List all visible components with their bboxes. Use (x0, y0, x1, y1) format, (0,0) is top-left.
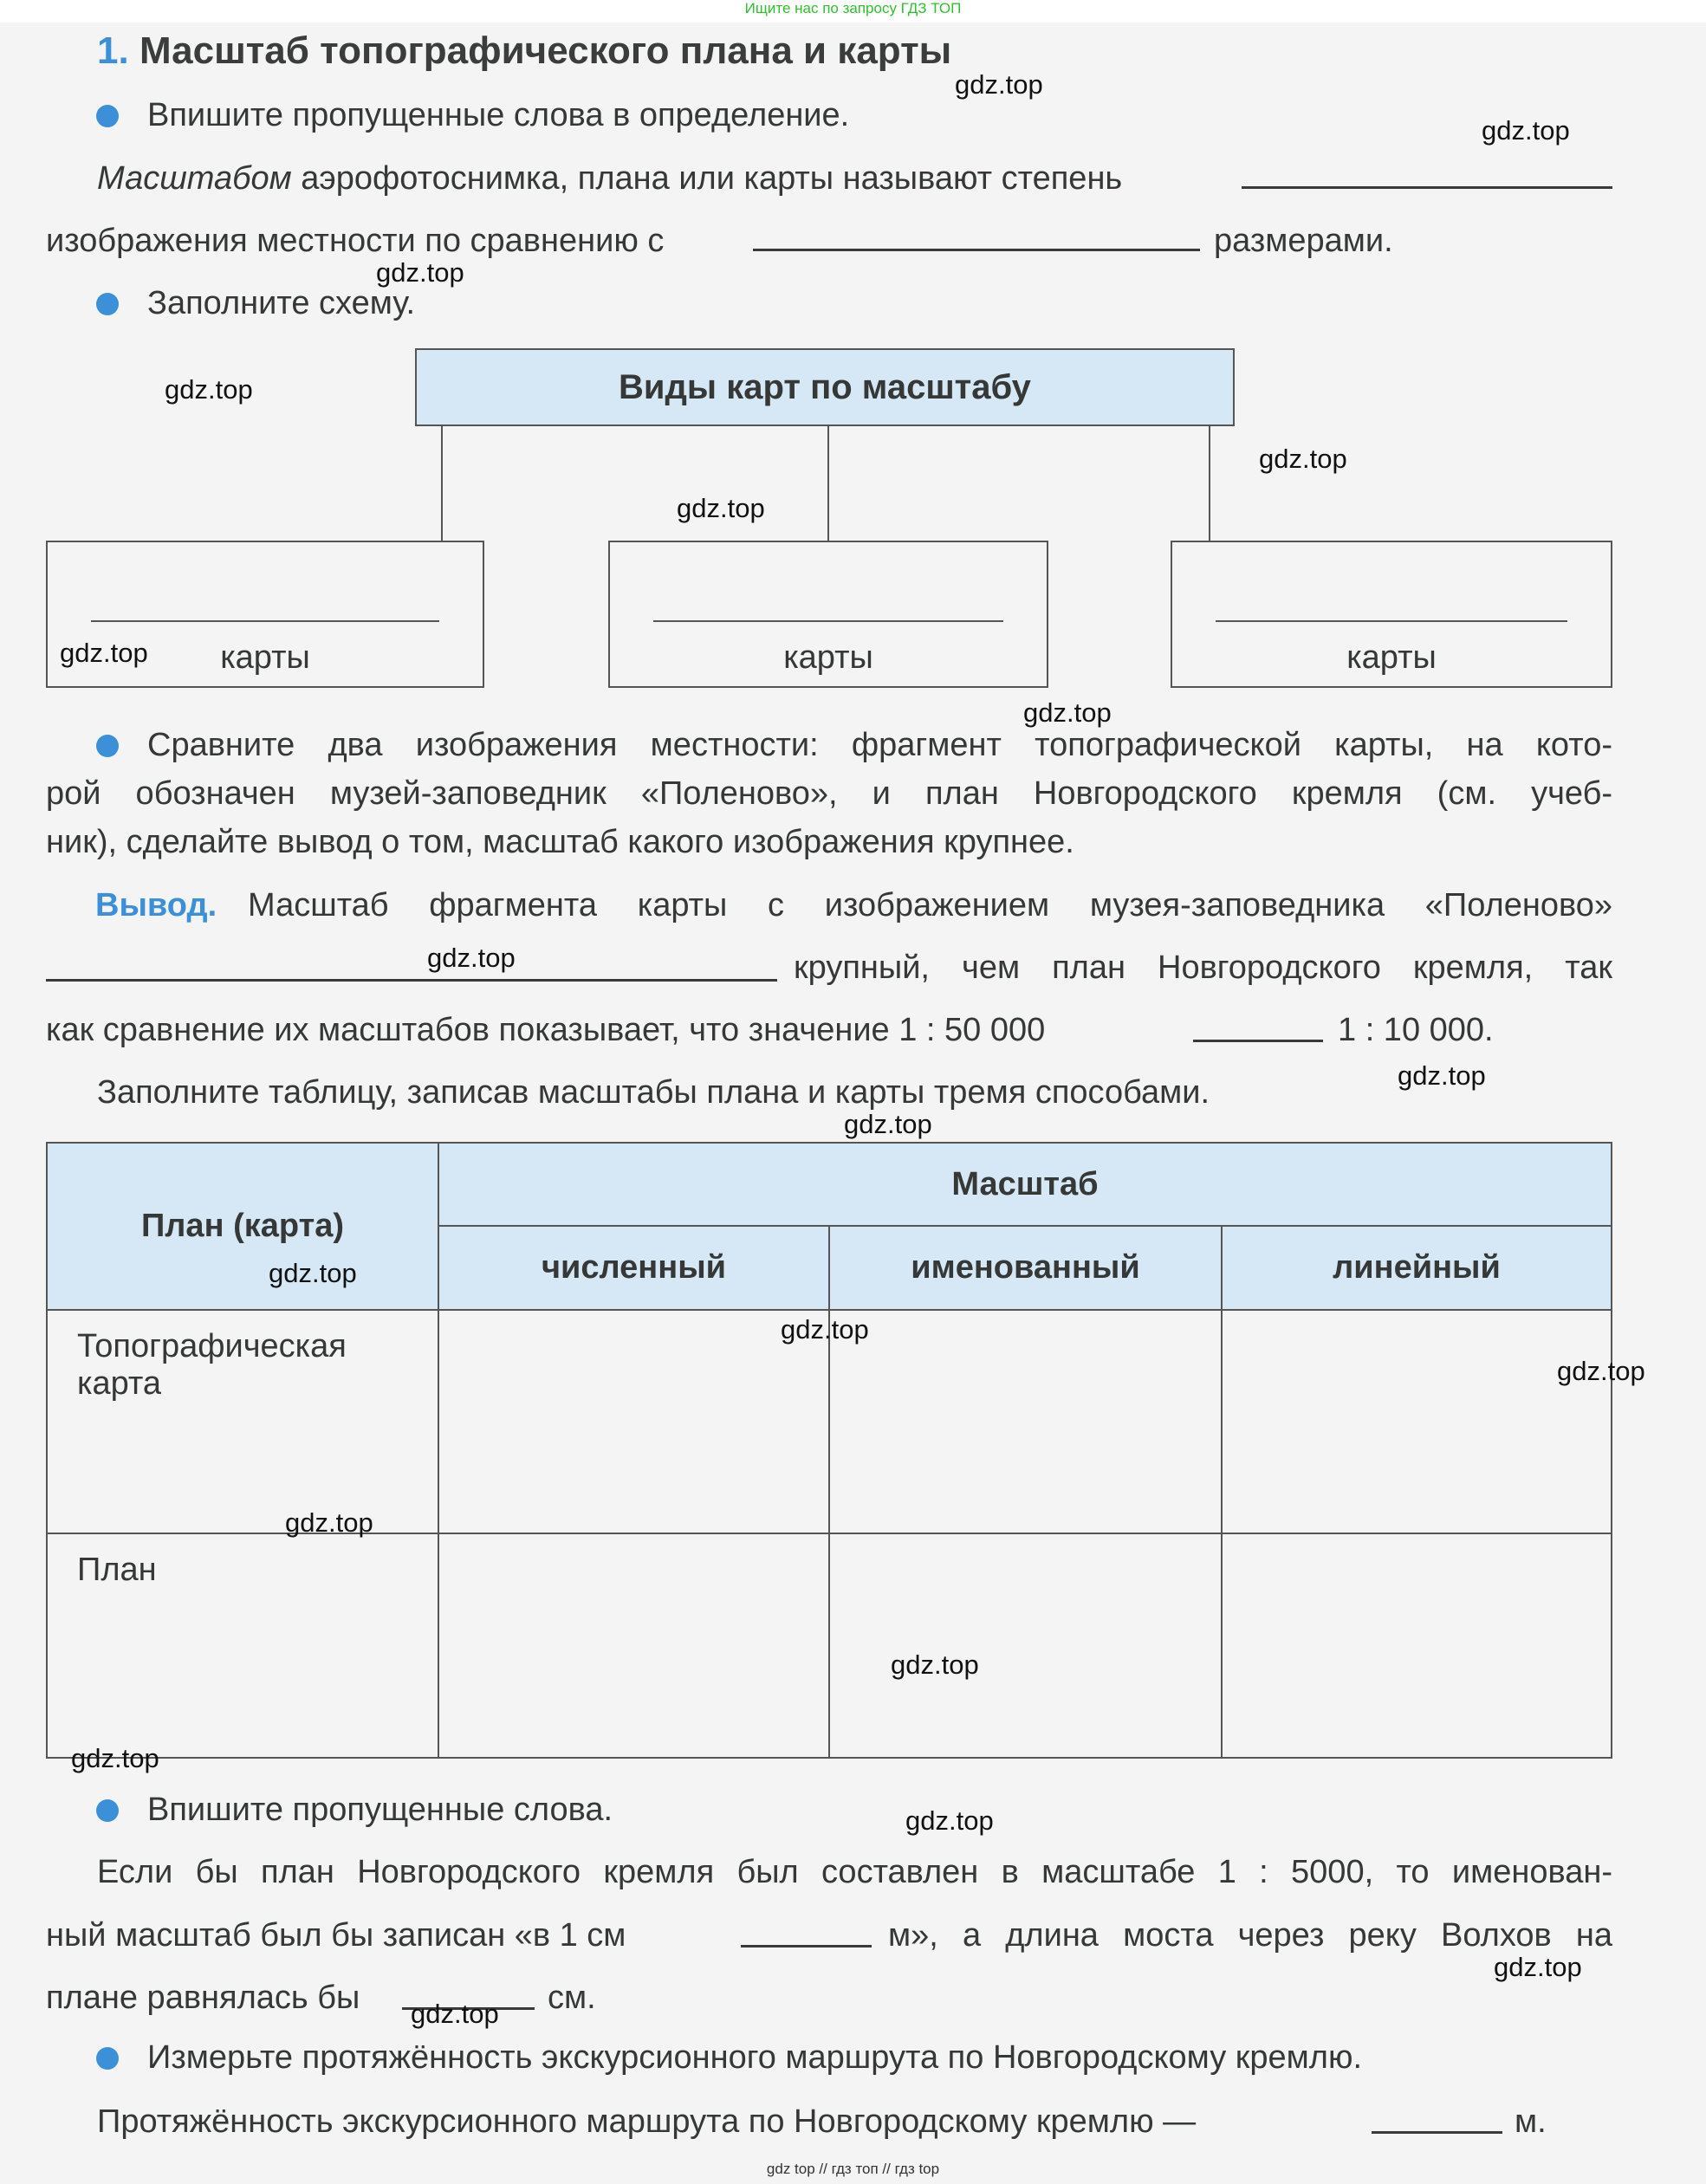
answer-cell[interactable] (438, 1310, 829, 1533)
text: рой обозначен музей-заповедник «Поленово», и план Новгородского кремля (см. учеб- (46, 775, 1612, 812)
bullet-icon (96, 105, 119, 127)
watermark: gdz.top (844, 1109, 932, 1139)
term: Масштабом (97, 160, 292, 197)
bullet-icon (96, 735, 119, 757)
text: аэрофотоснимка, плана или карты называют степень (301, 160, 1123, 197)
bullet-icon (96, 2047, 119, 2070)
watermark: gdz.top (1398, 1060, 1486, 1091)
task-number: 1. (97, 29, 129, 72)
answer-blank[interactable] (653, 620, 1003, 622)
watermark: gdz.top (165, 374, 253, 405)
instruction: Измерьте протяжённость экскурсионного маршрута по Новгородскому кремлю. (147, 2039, 1363, 2076)
watermark: gdz.top (955, 69, 1043, 100)
connector (827, 426, 829, 541)
instruction: Впишите пропущенные слова в определение. (147, 97, 850, 133)
answer-blank[interactable] (1372, 2131, 1502, 2134)
text: м», а длина моста через реку Волхов на (888, 1917, 1612, 1954)
text: см. (548, 1980, 596, 2016)
watermark: gdz.top (1494, 1952, 1582, 1982)
watermark: gdz.top (269, 1258, 357, 1288)
instruction: Впишите пропущенные слова. (147, 1792, 613, 1828)
page-title (97, 29, 951, 73)
watermark: gdz.top (60, 638, 148, 668)
box-label: карты (783, 639, 873, 676)
box-label: карты (220, 639, 310, 676)
watermark: gdz.top (891, 1649, 979, 1680)
bullet-icon (96, 293, 119, 315)
answer-blank[interactable] (741, 1945, 872, 1947)
row-label: Топографическая карта (47, 1310, 438, 1533)
watermark: gdz.top (427, 943, 516, 973)
text: Сравните два изображения местности: фрагмент топографической карты, на кото- (147, 727, 1612, 763)
watermark: gdz.top (411, 1999, 499, 2029)
footer: gdz top // гдз топ // гдз top (766, 2161, 940, 2177)
answer-blank[interactable] (1242, 186, 1612, 189)
header-named: именованный (829, 1226, 1222, 1310)
watermark: gdz.top (1557, 1356, 1645, 1386)
text: плане равнялась бы (46, 1980, 360, 2016)
definition-line (97, 159, 1122, 198)
watermark: gdz.top (1259, 444, 1347, 474)
instruction: Заполните схему. (147, 285, 416, 321)
scale-table (46, 1142, 1612, 1759)
watermark: gdz.top (71, 1743, 159, 1773)
header-numeric: численный (438, 1226, 829, 1310)
text: как сравнение их масштабов показывает, что значение 1 : 50 000 (46, 1012, 1046, 1048)
text: м. (1515, 2103, 1547, 2140)
header-linear: линейный (1222, 1226, 1612, 1310)
table-row (47, 1533, 1612, 1758)
answer-blank[interactable] (91, 620, 439, 622)
text: Масштаб фрагмента карты с изображением музея-заповедника «Поленово» (248, 887, 1612, 924)
watermark: gdz.top (781, 1314, 869, 1345)
bullet-icon (96, 1799, 119, 1822)
header-scale: Масштаб (438, 1143, 1612, 1226)
watermark: gdz.top (376, 257, 464, 288)
connector (1209, 426, 1210, 541)
scheme-title-box: Виды карт по масштабу (415, 348, 1235, 426)
watermark: gdz.top (905, 1805, 994, 1836)
answer-blank[interactable] (1193, 1040, 1323, 1042)
conclusion-label: Вывод. (95, 887, 217, 924)
text: ник), сделайте вывод о том, масштаб какого изображения крупнее. (46, 824, 1074, 860)
scheme-box[interactable] (608, 541, 1048, 688)
text: ный масштаб был бы записан «в 1 см (46, 1917, 626, 1954)
answer-cell[interactable] (1222, 1533, 1612, 1758)
header-plan: План (карта) (47, 1143, 438, 1310)
text: 1 : 10 000. (1338, 1012, 1494, 1048)
text: Протяжённость экскурсионного маршрута по Новгородскому кремлю — (97, 2103, 1197, 2140)
connector (441, 426, 443, 541)
answer-blank[interactable] (753, 249, 1200, 251)
text: изображения местности по сравнению с (46, 223, 665, 259)
answer-cell[interactable] (829, 1310, 1222, 1533)
answer-blank[interactable] (1216, 620, 1567, 622)
answer-blank[interactable] (46, 979, 777, 982)
text: крупный, чем план Новгородского кремля, так (794, 949, 1612, 986)
watermark: gdz.top (1023, 697, 1112, 728)
answer-cell[interactable] (438, 1533, 829, 1758)
text: Если бы план Новгородского кремля был составлен в масштабе 1 : 5000, то именован- (97, 1854, 1612, 1890)
text: размерами. (1214, 223, 1393, 259)
row-label: План (47, 1533, 438, 1758)
banner: Ищите нас по запросу ГДЗ ТОП (744, 0, 962, 16)
answer-cell[interactable] (829, 1533, 1222, 1758)
scheme-box[interactable] (1171, 541, 1612, 688)
watermark: gdz.top (285, 1507, 373, 1538)
watermark: gdz.top (677, 493, 765, 523)
watermark: gdz.top (1482, 115, 1570, 146)
title-text: Масштаб топографического плана и карты (139, 29, 952, 72)
instruction: Заполните таблицу, записав масштабы плана и карты тремя способами. (97, 1074, 1210, 1111)
box-label: карты (1346, 639, 1437, 676)
answer-cell[interactable] (1222, 1310, 1612, 1533)
